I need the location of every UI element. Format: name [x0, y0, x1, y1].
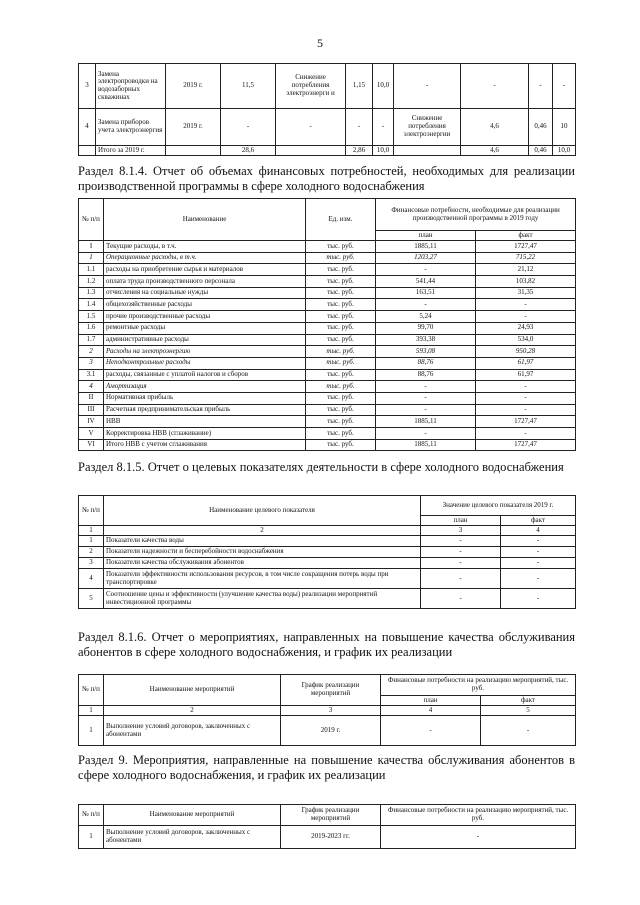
table-row — [79, 716, 576, 746]
table-row — [79, 311, 576, 323]
cell: тыс. руб. — [306, 311, 376, 323]
table-row — [79, 264, 576, 276]
cell: Расходы на электроэнергию — [104, 346, 306, 358]
cell: - — [476, 428, 576, 440]
table-row — [79, 536, 576, 547]
table-row — [79, 64, 576, 109]
cell: - — [461, 64, 529, 109]
cell: 1,15 — [346, 64, 373, 109]
cell: тыс. руб. — [306, 252, 376, 264]
table-row — [79, 146, 576, 156]
cell — [394, 146, 461, 156]
table-row — [79, 299, 576, 311]
cell: 534,0 — [476, 334, 576, 346]
cell: Показатели эффективности использования ресурсов, в том числе сокращения потерь воды при транспортировке — [104, 569, 421, 589]
cell: 1727,47 — [476, 241, 576, 253]
carryover-table — [78, 63, 576, 156]
cell: тыс. руб. — [306, 404, 376, 416]
col-num: 5 — [481, 706, 576, 716]
cell: - — [553, 64, 576, 109]
col-fact: факт — [501, 516, 576, 526]
cell: - — [501, 569, 576, 589]
col-plan: план — [376, 231, 476, 241]
cell: - — [501, 558, 576, 569]
table-row — [79, 392, 576, 404]
cell: 24,93 — [476, 322, 576, 334]
cell: 21,12 — [476, 264, 576, 276]
cell: Корректировка НВВ (сглаживание) — [104, 428, 306, 440]
cell: 4,6 — [461, 146, 529, 156]
cell: - — [421, 547, 501, 558]
table-row — [79, 589, 576, 609]
section-8-1-5-heading: Раздел 8.1.5. Отчет о целевых показателях деятельности в сфере холодного водоснабжения — [78, 460, 564, 474]
table-row — [79, 416, 576, 428]
cell: НВВ — [104, 416, 306, 428]
cell: 3 — [79, 64, 96, 109]
cell: - — [476, 392, 576, 404]
cell: III — [79, 404, 104, 416]
col-no: № п/п — [79, 805, 104, 826]
cell: Амортизация — [104, 381, 306, 393]
cell: - — [421, 589, 501, 609]
cell: - — [376, 264, 476, 276]
cell: 10 — [553, 109, 576, 146]
cell: V — [79, 428, 104, 440]
cell: 2019-2023 гг. — [281, 826, 381, 849]
col-fact: факт — [481, 696, 576, 706]
table-row — [79, 569, 576, 589]
cell: - — [221, 109, 276, 146]
cell: - — [376, 428, 476, 440]
col-unit: Ед. изм. — [306, 199, 376, 241]
cell: тыс. руб. — [306, 346, 376, 358]
cell: - — [501, 547, 576, 558]
cell: 393,38 — [376, 334, 476, 346]
cell — [276, 146, 346, 156]
cell: II — [79, 392, 104, 404]
cell: 11,5 — [221, 64, 276, 109]
cell: расходы, связанные с уплатой налогов и сборов — [104, 369, 306, 381]
cell: 950,28 — [476, 346, 576, 358]
col-num: 1 — [79, 706, 104, 716]
cell: 593,08 — [376, 346, 476, 358]
cell: 1885,11 — [376, 416, 476, 428]
cell: тыс. руб. — [306, 392, 376, 404]
cell: 10,0 — [373, 64, 394, 109]
col-num: 3 — [421, 526, 501, 536]
table-row — [79, 381, 576, 393]
col-schedule: График реализации мероприятий — [281, 675, 381, 706]
cell: - — [529, 64, 553, 109]
cell: прочие производственные расходы — [104, 311, 306, 323]
cell: тыс. руб. — [306, 381, 376, 393]
cell: I — [79, 241, 104, 253]
table-row — [79, 428, 576, 440]
cell: Показатели качества обслуживания абонентов — [104, 558, 421, 569]
cell: - — [376, 299, 476, 311]
cell: VI — [79, 439, 104, 451]
cell: ремонтные расходы — [104, 322, 306, 334]
cell: тыс. руб. — [306, 428, 376, 440]
cell: 10,0 — [553, 146, 576, 156]
cell: тыс. руб. — [306, 241, 376, 253]
table-row — [79, 322, 576, 334]
col-no: № п/п — [79, 496, 104, 526]
cell: 88,76 — [376, 369, 476, 381]
cell: 4,6 — [461, 109, 529, 146]
cell: тыс. руб. — [306, 264, 376, 276]
cell: - — [421, 536, 501, 547]
cell: - — [481, 716, 576, 746]
cell: - — [501, 536, 576, 547]
cell: 1 — [79, 536, 104, 547]
financial-needs-table — [78, 198, 576, 451]
cell: - — [376, 381, 476, 393]
cell: 2019 г. — [166, 109, 221, 146]
cell: 61,97 — [476, 357, 576, 369]
cell: 1 — [79, 252, 104, 264]
cell: 31,35 — [476, 287, 576, 299]
cell: - — [381, 716, 481, 746]
col-fact: факт — [476, 231, 576, 241]
cell: - — [394, 64, 461, 109]
col-plan: план — [421, 516, 501, 526]
cell: 2019 г. — [281, 716, 381, 746]
cell: - — [376, 404, 476, 416]
cell: - — [421, 558, 501, 569]
cell: 541,44 — [376, 276, 476, 288]
cell: 4 — [79, 381, 104, 393]
cell: Итого за 2019 г. — [96, 146, 166, 156]
cell: - — [501, 589, 576, 609]
cell: - — [476, 311, 576, 323]
cell: 1885,11 — [376, 439, 476, 451]
cell: 1 — [79, 826, 104, 849]
cell: Выполнение условий договоров, заключенных с абонентами — [104, 826, 281, 849]
col-fin: Финансовые потребности, необходимые для реализации производственной программы в 2019 году — [376, 199, 576, 231]
cell: Замена приборов учета электроэнергия — [96, 109, 166, 146]
col-name: Наименование — [104, 199, 306, 241]
cell: Расчетная предпринимательская прибыль — [104, 404, 306, 416]
cell: - — [376, 392, 476, 404]
cell: 10,0 — [373, 146, 394, 156]
col-fin: Финансовые потребности на реализацию мероприятий, тыс. руб. — [381, 805, 576, 826]
cell: 3 — [79, 558, 104, 569]
cell: 163,51 — [376, 287, 476, 299]
cell: отчисления на социальные нужды — [104, 287, 306, 299]
service-measures-report-table — [78, 674, 576, 746]
col-num: 3 — [281, 706, 381, 716]
col-name: Наименование мероприятий — [104, 805, 281, 826]
cell: тыс. руб. — [306, 357, 376, 369]
table-row — [79, 334, 576, 346]
table-row — [79, 357, 576, 369]
col-fin: Финансовые потребности на реализацию мероприятий, тыс. руб. — [381, 675, 576, 696]
cell: 1727,47 — [476, 439, 576, 451]
cell: Нормативная прибыль — [104, 392, 306, 404]
cell: Снижение потребления электроэнергии — [394, 109, 461, 146]
section-8-1-6-heading: Раздел 8.1.6. Отчет о мероприятиях, направленных на повышение качества обслуживания абонентов в сфере холодного водоснабжения, и график их реализации — [78, 630, 575, 659]
cell: 1885,11 — [376, 241, 476, 253]
table-row — [79, 276, 576, 288]
cell: 1.3 — [79, 287, 104, 299]
cell: 3.1 — [79, 369, 104, 381]
cell: 1 — [79, 716, 104, 746]
cell: Текущие расходы, в т.ч. — [104, 241, 306, 253]
cell: оплата труда производственного персонала — [104, 276, 306, 288]
cell: 1.4 — [79, 299, 104, 311]
cell: 5 — [79, 589, 104, 609]
cell: - — [476, 381, 576, 393]
cell: - — [421, 569, 501, 589]
cell: 0,46 — [529, 146, 553, 156]
table-row — [79, 252, 576, 264]
col-num: 2 — [104, 526, 421, 536]
table-row — [79, 241, 576, 253]
cell: - — [373, 109, 394, 146]
cell: тыс. руб. — [306, 439, 376, 451]
cell: 99,70 — [376, 322, 476, 334]
table-row — [79, 369, 576, 381]
cell: тыс. руб. — [306, 276, 376, 288]
cell: 1.7 — [79, 334, 104, 346]
cell: тыс. руб. — [306, 334, 376, 346]
col-value: Значение целевого показателя 2019 г. — [421, 496, 576, 516]
cell: Замена электропроводки на водозаборных скважинах — [96, 64, 166, 109]
section-8-1-4-heading: Раздел 8.1.4. Отчет об объемах финансовых потребностей, необходимых для реализации производственной программы в сфере холодного водоснабжения — [78, 164, 575, 193]
cell: 1.1 — [79, 264, 104, 276]
table-row — [79, 404, 576, 416]
col-schedule: График реализации мероприятий — [281, 805, 381, 826]
cell: 3 — [79, 357, 104, 369]
table-row — [79, 826, 576, 849]
cell: Неподконтрольные расходы — [104, 357, 306, 369]
page-number: 5 — [317, 36, 323, 50]
cell: Снижение потребления электроэнерги и — [276, 64, 346, 109]
cell: - — [476, 299, 576, 311]
col-name: Наименование мероприятий — [104, 675, 281, 706]
cell: 88,76 — [376, 357, 476, 369]
cell: 2,86 — [346, 146, 373, 156]
cell: 1.6 — [79, 322, 104, 334]
cell: 5,24 — [376, 311, 476, 323]
cell: 715,22 — [476, 252, 576, 264]
cell: тыс. руб. — [306, 322, 376, 334]
cell: 2 — [79, 346, 104, 358]
table-row — [79, 109, 576, 146]
cell: 103,82 — [476, 276, 576, 288]
col-num: 1 — [79, 526, 104, 536]
cell: Выполнение условий договоров, заключенных с абонентами — [104, 716, 281, 746]
cell — [166, 146, 221, 156]
table-row — [79, 547, 576, 558]
cell: общехозяйственные расходы — [104, 299, 306, 311]
table-row — [79, 346, 576, 358]
cell: расходы на приобретение сырья и материалов — [104, 264, 306, 276]
cell: тыс. руб. — [306, 416, 376, 428]
cell: Операционные расходы, в т.ч. — [104, 252, 306, 264]
col-no: № п/п — [79, 675, 104, 706]
col-no: № п/п — [79, 199, 104, 241]
col-num: 2 — [104, 706, 281, 716]
cell: тыс. руб. — [306, 287, 376, 299]
target-indicators-table — [78, 495, 576, 609]
cell: 4 — [79, 569, 104, 589]
cell: Соотношение цены и эффективности (улучшение качества воды) реализации мероприятий инвестиционной программы — [104, 589, 421, 609]
col-num: 4 — [501, 526, 576, 536]
table-row — [79, 287, 576, 299]
cell: тыс. руб. — [306, 299, 376, 311]
section-9-heading: Раздел 9. Мероприятия, направленные на повышение качества обслуживания абонентов в сфере холодного водоснабжения, и график их реализации — [78, 753, 575, 782]
col-name: Наименование целевого показателя — [104, 496, 421, 526]
table-row — [79, 558, 576, 569]
cell: 61,97 — [476, 369, 576, 381]
cell: 1203,27 — [376, 252, 476, 264]
cell: Итого НВВ с учетом сглаживания — [104, 439, 306, 451]
cell: 28,6 — [221, 146, 276, 156]
col-num: 4 — [381, 706, 481, 716]
service-measures-plan-table — [78, 804, 576, 849]
cell: - — [276, 109, 346, 146]
cell: Показатели качества воды — [104, 536, 421, 547]
cell: 2 — [79, 547, 104, 558]
cell: 1727,47 — [476, 416, 576, 428]
cell — [79, 146, 96, 156]
cell: IV — [79, 416, 104, 428]
cell: 2019 г. — [166, 64, 221, 109]
cell: - — [476, 404, 576, 416]
cell: тыс. руб. — [306, 369, 376, 381]
cell: 4 — [79, 109, 96, 146]
cell: административные расходы — [104, 334, 306, 346]
cell: - — [381, 826, 576, 849]
cell: 1.5 — [79, 311, 104, 323]
col-plan: план — [381, 696, 481, 706]
cell: - — [346, 109, 373, 146]
cell: 0,46 — [529, 109, 553, 146]
cell: 1.2 — [79, 276, 104, 288]
table-row — [79, 439, 576, 451]
cell: Показатели надежности и бесперебойности водоснабжения — [104, 547, 421, 558]
